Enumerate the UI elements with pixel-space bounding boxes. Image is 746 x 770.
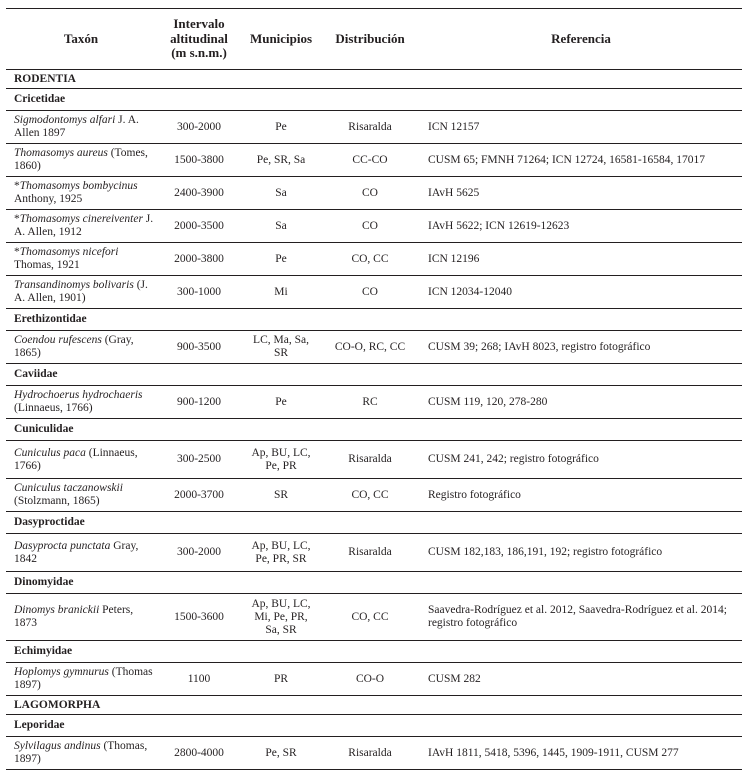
interval-cell: 300-1000	[156, 276, 242, 309]
species-author: (Thomas, 1897)	[14, 740, 148, 765]
header-municipios: Municipios	[242, 9, 320, 70]
species-row	[6, 441, 742, 479]
referencia-cell: IAvH 5622; ICN 12619-12623	[420, 210, 742, 243]
interval-cell: 2800-4000	[156, 737, 242, 770]
family-name: Dinomyidae	[6, 572, 742, 594]
distribucion-cell: Risaralda	[320, 441, 420, 479]
species-row	[6, 276, 742, 309]
interval-cell: 2000-3700	[156, 479, 242, 512]
interval-cell: 1500-3600	[156, 594, 242, 641]
family-row	[6, 572, 742, 594]
header-row	[6, 9, 742, 70]
distribucion-cell: Risaralda	[320, 111, 420, 144]
municipios-cell	[242, 534, 320, 572]
distribucion-cell: CO, CC	[320, 479, 420, 512]
species-name: Coendou rufescens	[14, 334, 102, 346]
referencia-cell: IAvH 1811, 5418, 5396, 1445, 1909-1911, CUSM 277	[420, 737, 742, 770]
municipios-line: Sa, SR	[265, 623, 297, 636]
species-name: Transandinomys bolivaris	[14, 279, 134, 291]
header-taxon: Taxón	[6, 9, 156, 70]
interval-cell: 300-2500	[156, 441, 242, 479]
referencia-cell: CUSM 282	[420, 663, 742, 696]
municipios-line: SR	[273, 488, 289, 501]
species-name: Hydrochoerus hydrochaeris	[14, 389, 143, 401]
distribucion-cell: CO	[320, 276, 420, 309]
family-name: Dasyproctidae	[6, 512, 742, 534]
municipios-cell	[242, 177, 320, 210]
header-interval-line2: altitudinal	[170, 30, 228, 46]
municipios-cell	[242, 144, 320, 177]
municipios-line: Pe	[275, 120, 287, 133]
family-name: Erethizontidae	[6, 309, 742, 331]
taxon-cell	[6, 276, 156, 309]
species-name: Cuniculus taczanowskii	[14, 482, 123, 494]
species-row	[6, 479, 742, 512]
distribucion-cell: CO-O, RC, CC	[320, 331, 420, 364]
species-row	[6, 243, 742, 276]
interval-cell: 300-2000	[156, 111, 242, 144]
municipios-cell	[242, 276, 320, 309]
species-author: (Linnaeus, 1766)	[14, 402, 93, 414]
referencia-cell: CUSM 39; 268; IAvH 8023, registro fotográfico	[420, 331, 742, 364]
family-row	[6, 512, 742, 534]
taxon-cell	[6, 331, 156, 364]
species-row	[6, 177, 742, 210]
municipios-line: Mi	[274, 285, 288, 298]
municipios-line: Sa	[275, 186, 287, 199]
species-author: Gray, 1842	[14, 539, 139, 565]
taxon-cell	[6, 386, 156, 419]
header-referencia: Referencia	[420, 9, 742, 70]
table-body	[6, 70, 742, 770]
endemic-marker: *	[14, 246, 20, 258]
taxon-cell	[6, 479, 156, 512]
taxon-cell	[6, 210, 156, 243]
municipios-line: LC, Ma, Sa, SR	[253, 334, 309, 359]
municipios-line: Pe	[275, 395, 287, 408]
taxon-cell	[6, 177, 156, 210]
municipios-cell	[242, 210, 320, 243]
species-author: J. A. Allen, 1912	[14, 213, 154, 238]
species-row	[6, 111, 742, 144]
referencia-cell: ICN 12034-12040	[420, 276, 742, 309]
species-author: (Gray, 1865)	[14, 334, 134, 359]
header-distribucion: Distribución	[320, 9, 420, 70]
municipios-line: Pe	[275, 252, 287, 265]
referencia-cell: CUSM 182,183, 186,191, 192; registro fotográfico	[420, 534, 742, 572]
species-row	[6, 331, 742, 364]
order-row	[6, 696, 742, 715]
species-name: Thomasomys nicefori	[19, 246, 119, 258]
species-row	[6, 534, 742, 572]
family-row	[6, 89, 742, 111]
interval-cell: 1100	[156, 663, 242, 696]
order-name: LAGOMORPHA	[6, 696, 742, 715]
municipios-cell	[242, 331, 320, 364]
species-row	[6, 663, 742, 696]
taxon-cell	[6, 663, 156, 696]
distribucion-cell: Risaralda	[320, 737, 420, 770]
referencia-cell: CUSM 241, 242; registro fotográfico	[420, 441, 742, 479]
interval-cell: 900-1200	[156, 386, 242, 419]
header-interval-line3: (m s.n.m.)	[171, 45, 227, 61]
referencia-cell: Saavedra-Rodríguez et al. 2012, Saavedra-Rodríguez et al. 2014; registro fotográfico	[420, 594, 742, 641]
species-row	[6, 737, 742, 770]
interval-cell: 2400-3900	[156, 177, 242, 210]
family-row	[6, 364, 742, 386]
municipios-cell	[242, 243, 320, 276]
distribucion-cell: RC	[320, 386, 420, 419]
family-name: Caviidae	[6, 364, 742, 386]
municipios-line: Ap, BU, LC,	[251, 539, 311, 552]
family-name: Cricetidae	[6, 89, 742, 111]
taxon-cell	[6, 534, 156, 572]
header-interval	[156, 9, 242, 70]
municipios-line: Ap, BU, LC,	[251, 446, 311, 459]
family-row	[6, 641, 742, 663]
species-table	[6, 8, 742, 770]
family-name: Leporidae	[6, 715, 742, 737]
municipios-cell	[242, 386, 320, 419]
species-author: (Linnaeus, 1766)	[14, 446, 138, 472]
species-row	[6, 210, 742, 243]
referencia-cell: ICN 12196	[420, 243, 742, 276]
distribucion-cell: CO	[320, 210, 420, 243]
taxon-cell	[6, 594, 156, 641]
distribucion-cell: CO	[320, 177, 420, 210]
municipios-cell	[242, 594, 320, 641]
species-author: (J. A. Allen, 1901)	[14, 279, 148, 304]
species-author: Peters, 1873	[14, 604, 134, 629]
endemic-marker: *	[14, 213, 20, 225]
interval-cell: 2000-3800	[156, 243, 242, 276]
species-name: Cuniculus paca	[14, 446, 86, 459]
interval-cell: 1500-3800	[156, 144, 242, 177]
header-interval-line1: Intervalo	[173, 16, 225, 32]
taxon-cell	[6, 737, 156, 770]
municipios-line: PR	[273, 672, 289, 685]
species-row	[6, 594, 742, 641]
distribucion-cell: CO, CC	[320, 243, 420, 276]
municipios-cell	[242, 441, 320, 479]
municipios-line: Ap, BU, LC,	[251, 597, 311, 610]
distribucion-cell: CC-CO	[320, 144, 420, 177]
interval-cell: 300-2000	[156, 534, 242, 572]
order-name: RODENTIA	[6, 70, 742, 89]
municipios-line: Sa	[275, 219, 287, 232]
distribucion-cell: CO, CC	[320, 594, 420, 641]
taxon-cell	[6, 111, 156, 144]
family-row	[6, 419, 742, 441]
municipios-cell	[242, 479, 320, 512]
municipios-line: Pe, PR	[265, 459, 297, 472]
family-name: Cuniculidae	[6, 419, 742, 441]
family-row	[6, 715, 742, 737]
species-name: Sylvilagus andinus	[14, 740, 101, 752]
species-author: J. A. Allen 1897	[14, 114, 139, 139]
referencia-cell: CUSM 119, 120, 278-280	[420, 386, 742, 419]
family-name: Echimyidae	[6, 641, 742, 663]
species-name: Dinomys branickii	[14, 604, 100, 616]
family-row	[6, 309, 742, 331]
taxon-cell	[6, 144, 156, 177]
referencia-cell: ICN 12157	[420, 111, 742, 144]
referencia-cell: IAvH 5625	[420, 177, 742, 210]
municipios-cell	[242, 663, 320, 696]
species-row	[6, 144, 742, 177]
species-name: Thomasomys aureus	[14, 147, 108, 159]
interval-cell: 2000-3500	[156, 210, 242, 243]
distribucion-cell: CO-O	[320, 663, 420, 696]
species-author: (Thomas 1897)	[14, 666, 153, 691]
taxon-cell	[6, 243, 156, 276]
endemic-marker: *	[14, 180, 20, 192]
referencia-cell: CUSM 65; FMNH 71264; ICN 12724, 16581-16584, 17017	[420, 144, 742, 177]
distribucion-cell: Risaralda	[320, 534, 420, 572]
species-name: Thomasomys cinereiventer	[19, 213, 143, 225]
municipios-cell	[242, 111, 320, 144]
species-author: (Stolzmann, 1865)	[14, 495, 100, 507]
interval-cell: 900-3500	[156, 331, 242, 364]
species-author: Anthony, 1925	[14, 193, 83, 205]
municipios-line: Pe, SR	[265, 746, 297, 759]
municipios-line: Pe, PR, SR	[255, 552, 307, 565]
municipios-cell	[242, 737, 320, 770]
species-author: Thomas, 1921	[14, 259, 80, 271]
referencia-cell: Registro fotográfico	[420, 479, 742, 512]
municipios-line: Mi, Pe, PR,	[254, 610, 308, 623]
species-name: Thomasomys bombycinus	[19, 180, 138, 192]
species-author: (Tomes, 1860)	[14, 147, 148, 172]
taxon-cell	[6, 441, 156, 479]
species-name: Dasyprocta punctata	[14, 539, 111, 552]
species-name: Sigmodontomys alfari	[14, 114, 116, 126]
species-name: Hoplomys gymnurus	[14, 666, 109, 678]
order-row	[6, 70, 742, 89]
municipios-line: Pe, SR, Sa	[256, 153, 306, 166]
species-row	[6, 386, 742, 419]
